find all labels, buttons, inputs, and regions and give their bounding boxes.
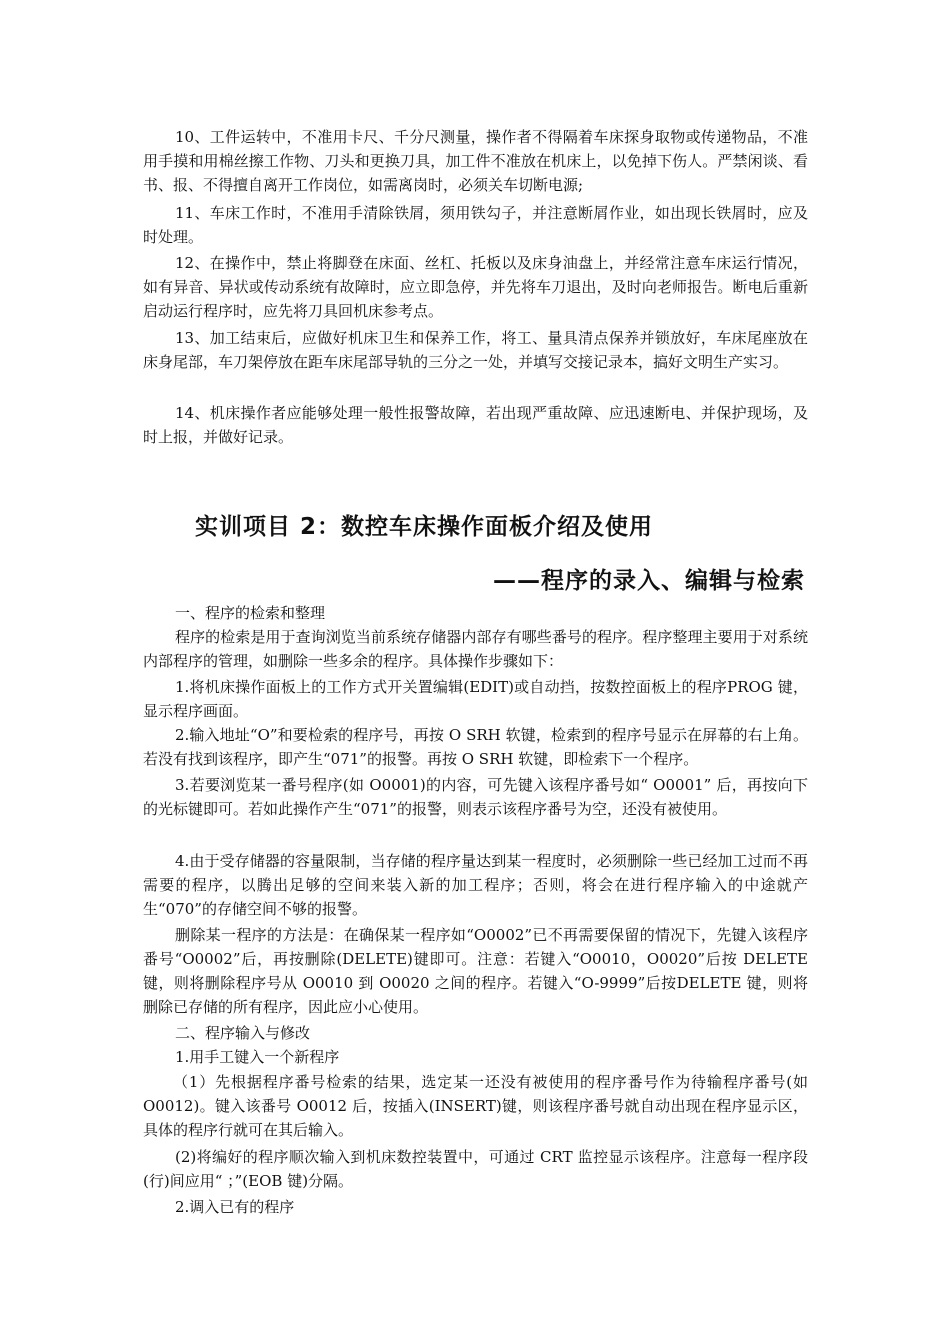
section-heading-2: 二、程序输入与修改 (175, 1024, 311, 1042)
section-2-sub-2: 2.调入已有的程序 (175, 1198, 295, 1216)
section-1-step-2: 2.输入地址“O”和要检索的程序号，再按 O SRH 软键，检索到的程序号显示在屏幕的右上角。若没有找到该程序，即产生“071”的报警。再按 O SRH 软键，即检索下一个程序。 (143, 726, 808, 768)
section-2-sub-1-step-2: (2)将编好的程序顺次输入到机床数控装置中，可通过 CRT 监控显示该程序。注意每一程序段(行)间应用“ ；”(EOB 键)分隔。 (143, 1148, 808, 1190)
section-2-sub-1: 1.用手工键入一个新程序 (175, 1048, 340, 1066)
paragraph-rule-11: 11、车床工作时，不准用手清除铁屑，须用铁勾子，并注意断屑作业，如出现长铁屑时，应及时处理。 (143, 204, 808, 246)
paragraph-rule-13: 13、加工结束后，应做好机床卫生和保养工作，将工、量具清点保养并锁放好，车床尾座放在床身尾部，车刀架停放在距车床尾部导轨的三分之一处，并填写交接记录本，搞好文明生产实习。 (143, 329, 808, 371)
section-1-step-1: 1.将机床操作面板上的工作方式开关置编辑(EDIT)或自动挡，按数控面板上的程序PROG 键，显示程序画面。 (143, 678, 808, 720)
section-1-delete-method: 删除某一程序的方法是：在确保某一程序如“O0002”已不再需要保留的情况下，先键入该程序番号“O0002”后，再按删除(DELETE)键即可。注意：若键入“O0010，O0020”后按 DELETE 键，则将删除程序号从 O0010 到 O0020 之间的程序。若键入“O-9999”后按DELETE 键，则将删除已存储的所有程序，因此应小心使用。 (143, 926, 808, 1016)
paragraph-rule-14: 14、机床操作者应能够处理一般性报警故障，若出现严重故障、应迅速断电、并保护现场，及时上报，并做好记录。 (143, 404, 808, 446)
section-1-step-4: 4.由于受存储器的容量限制，当存储的程序量达到某一程度时，必须删除一些已经加工过而不再需要的程序，以腾出足够的空间来装入新的加工程序；否则，将会在进行程序输入的中途就产生“070”的存储空间不够的报警。 (143, 852, 808, 918)
paragraph-rule-12: 12、在操作中，禁止将脚登在床面、丝杠、托板以及床身油盘上，并经常注意车床运行情况，如有异音、异状或传动系统有故障时，应立即急停，并先将车刀退出，及时向老师报告。断电后重新启动运行程序时，应先将刀具回机床参考点。 (143, 254, 808, 320)
section-1-intro: 程序的检索是用于查询浏览当前系统存储器内部存有哪些番号的程序。程序整理主要用于对系统内部程序的管理，如删除一些多余的程序。具体操作步骤如下： (143, 628, 808, 670)
project-title: 实训项目 2：数控车床操作面板介绍及使用 (195, 514, 654, 540)
paragraph-rule-10: 10、工件运转中，不准用卡尺、千分尺测量，操作者不得隔着车床探身取物或传递物品，不准用手摸和用棉丝擦工作物、刀头和更换刀具，加工件不准放在机床上，以免掉下伤人。严禁闲谈、看书、报、不得擅自离开工作岗位，如需离岗时，必须关车切断电源; (143, 128, 808, 194)
section-1-step-3: 3.若要浏览某一番号程序(如 O0001)的内容，可先键入该程序番号如“ O0001” 后，再按向下的光标键即可。若如此操作产生“071”的报警，则表示该程序番号为空，还没有被使用。 (143, 776, 808, 818)
section-2-sub-1-step-1: （1）先根据程序番号检索的结果，选定某一还没有被使用的程序番号作为待输程序番号(如 O0012)。键入该番号 O0012 后，按插入(INSERT)键，则该程序番号就自动出现在程序显示区，具体的程序行就可在其后输入。 (143, 1073, 808, 1139)
project-subtitle: ——程序的录入、编辑与检索 (493, 568, 805, 594)
section-heading-1: 一、程序的检索和整理 (175, 604, 326, 622)
